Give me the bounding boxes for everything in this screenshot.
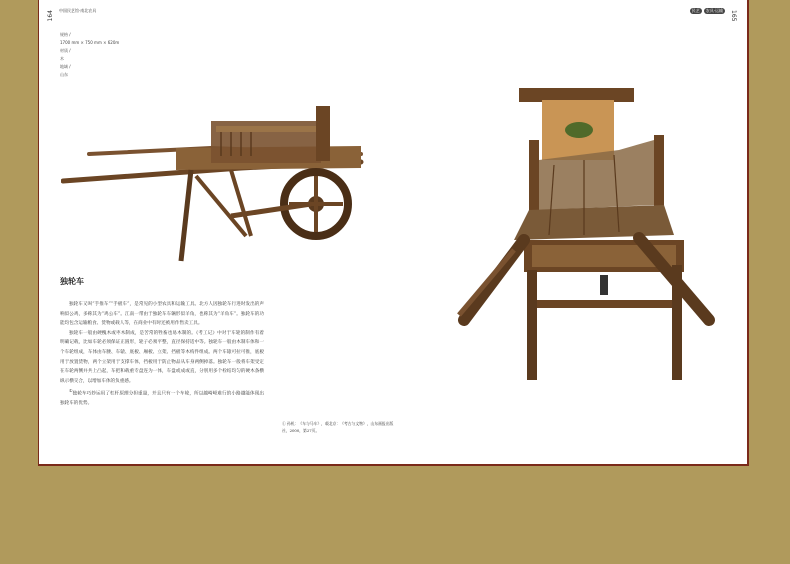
- paragraph: [60, 386, 264, 409]
- header-badge: 农具·运输: [705, 8, 723, 13]
- footnote-marker: ①: [69, 388, 73, 394]
- right-header-badges: [690, 8, 725, 14]
- running-head: 中国民艺馆·南北农具: [59, 8, 97, 13]
- specification-block: [60, 31, 119, 79]
- footnote: ① 孙机：《车与马车》，载北京：《考古与文物》，山东画报出版社，2000，第27页。: [282, 421, 394, 433]
- meta-line: 木: [60, 56, 64, 61]
- paragraph: 独轮车一般由硬槐木或枣木制成，是苦常的牲畜也易木制的。《考工记》中对于车轮的制作有着明确记载，比如车轮必须保证正圆形，轮子必须平整，直径保持适中等。独轮车一般由木制车体和一个车轮组成，车体由车腰、车辕、底板、厢板、立架、挡板等木构件组成。两个车辕可拉可推，底板用于放置货物，两个立架用于支撑车体，挡板用于防止物品从车身两侧掉落。独轮车一般将车架受定在车轮两侧并共上凸起，车把和载重专盘连为一体，车盘或成或直，分别用多个栓结均匀的硬木条横纵示横交合，以增加车体的负重感。: [60, 330, 264, 384]
- article-title: 独轮车: [60, 276, 84, 286]
- meta-line: 地域 /: [60, 64, 71, 69]
- article-body: [60, 300, 264, 409]
- meta-line: 规格 /: [60, 32, 71, 37]
- wheelbarrow-front-image: [414, 80, 724, 390]
- header-badge: 民艺: [691, 8, 700, 13]
- book-spread: [38, 0, 749, 466]
- page-number-right: 165: [730, 10, 737, 22]
- paragraph: 独轮车又叫“手推车”“手板车”，是常见的小型农具和运输工具。北方人因独轮车行进时发出的声响似公鸡，多称其为“鸡公车”。江南一带由于独轮车车辆形似羊角，也称其为“羊角车”。独轮车的功能均包含运输粮食、货物或载人等，在商业中有时还被用作售卖工具。: [60, 302, 264, 327]
- wheelbarrow-side-image: [61, 96, 391, 266]
- meta-line: 材质 /: [60, 48, 71, 53]
- meta-line: 1700 mm × 750 mm × 620m: [60, 40, 120, 45]
- paragraph-text: 独轮车巧妙运用了杠杆原理分担重量，并且只有一个车轮，所以越崎岖难行的小路越能体现出独轮车的优势。: [60, 391, 264, 407]
- meta-line: 山东: [60, 72, 68, 77]
- page-number-left: 164: [47, 10, 54, 22]
